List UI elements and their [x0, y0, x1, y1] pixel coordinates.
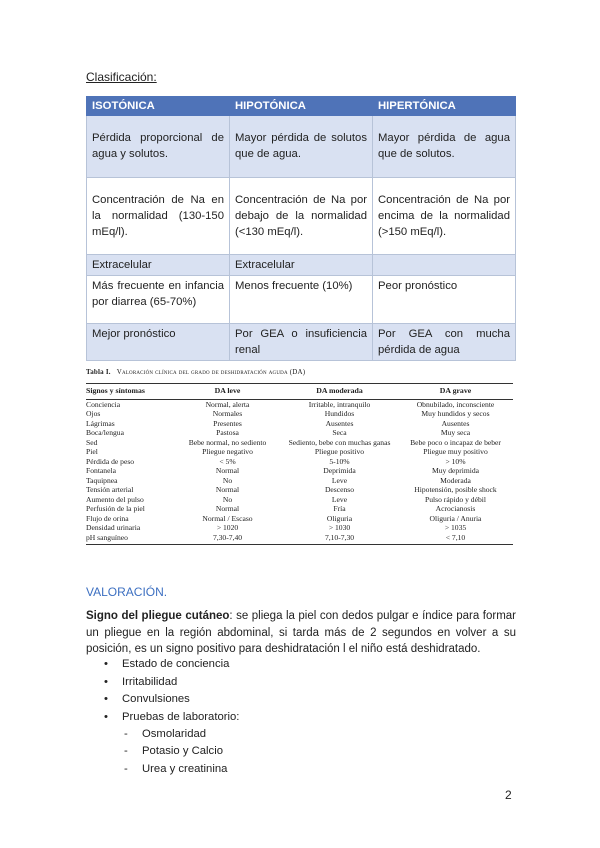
- dh-header-signos: Signos y síntomas: [86, 386, 145, 395]
- clas-cell: Menos frecuente (10%): [230, 276, 373, 324]
- table-cell: Perfusión de la piel: [86, 504, 145, 513]
- sub-list-item-text: Osmolaridad: [142, 728, 207, 740]
- clas-cell: Extracelular: [87, 255, 230, 276]
- table-row: [86, 447, 513, 457]
- table-row: [86, 495, 513, 505]
- page-number: 2: [505, 788, 512, 802]
- table-row: [86, 438, 513, 448]
- sub-list-item-text: Urea y creatinina: [142, 762, 228, 775]
- table-cell: Muy seca: [440, 428, 471, 437]
- paragraph-bold-lead: Signo del pliegue cutáneo: [86, 610, 230, 622]
- bullet-icon: •: [104, 693, 108, 706]
- table-cell: Deprimida: [323, 466, 356, 475]
- clas-row: [87, 178, 516, 255]
- table-cell: Oliguria: [326, 513, 353, 523]
- clas-cell: Por GEA con mucha pérdida de agua: [373, 324, 516, 361]
- table-row: [86, 523, 513, 533]
- list-item: [86, 693, 239, 711]
- list-item: [86, 711, 239, 729]
- table-cell: Hundidos: [324, 409, 355, 418]
- table-cell: Normal: [215, 504, 240, 513]
- table-cell: Flujo de orina: [86, 513, 129, 523]
- table-cell: Muy hundidos y secos: [421, 409, 490, 418]
- table-cell: Pliegue muy positivo: [423, 447, 488, 456]
- sub-list-item-text: Potasio y Calcio: [142, 745, 223, 758]
- clas-row: [87, 255, 516, 276]
- dh-header-row: [86, 384, 513, 400]
- dh-header-grave: DA grave: [439, 386, 472, 395]
- clas-cell: Mejor pronóstico: [87, 324, 230, 361]
- table-cell: Oliguria / Anuria: [429, 513, 482, 523]
- table-cell: Sed: [86, 437, 98, 447]
- table-cell: Ojos: [86, 409, 101, 418]
- table-cell: Descenso: [324, 485, 355, 494]
- clas-cell: Concentración de Na por debajo de la normalidad (<130 mEq/l).: [230, 178, 373, 255]
- bullet-list: [86, 658, 239, 729]
- table-cell: Normal, alerta: [205, 399, 250, 409]
- table-cell: Presentes: [213, 418, 242, 428]
- bullet-icon: •: [104, 658, 108, 670]
- table-row: [86, 409, 513, 419]
- table-row: [86, 514, 513, 524]
- table-cell: Irritable, intranquilo: [308, 399, 371, 409]
- table-row: [86, 428, 513, 438]
- table-row: [86, 485, 513, 495]
- clas-header-hipertonica: HIPERTÓNICA: [373, 97, 516, 116]
- clas-cell: Pérdida proporcional de agua y solutos.: [87, 116, 230, 178]
- table-cell: Fontanela: [86, 466, 116, 475]
- table-cell: No: [222, 494, 233, 504]
- paragraph-body: : se pliega la piel con dedos pulgar e índice para formar un pliegue en la región abdominal, si tarda más de 2 segundos en volver a su posición, es un signo positivo para deshidratación l el niño está deshidratado.: [86, 610, 516, 655]
- sub-list: [86, 728, 227, 780]
- clas-row: [87, 324, 516, 361]
- clas-cell: Concentración de Na por encima de la normalidad (>150 mEq/l).: [373, 178, 516, 255]
- table-cell: > 1030: [328, 523, 351, 532]
- dash-icon: -: [124, 728, 128, 740]
- clas-row: [87, 116, 516, 178]
- table-cell: Taquipnea: [86, 475, 118, 485]
- table-row: [86, 419, 513, 429]
- table-cell: Normal / Escaso: [202, 513, 253, 523]
- list-item-text: Irritabilidad: [122, 675, 178, 688]
- table-cell: Leve: [331, 475, 348, 485]
- list-item-text: Estado de conciencia: [122, 658, 230, 670]
- clas-header-isotonica: ISOTÓNICA: [87, 97, 230, 116]
- clasificacion-table: [86, 96, 516, 361]
- table-cell: Densidad urinaria: [86, 523, 141, 532]
- clas-cell: Peor pronóstico: [373, 276, 516, 324]
- table-cell: Pliegue positivo: [314, 447, 365, 456]
- sub-list-item: [86, 728, 227, 745]
- sub-list-item: [86, 745, 227, 762]
- dh-header-moderada: DA moderada: [316, 386, 363, 395]
- table-cell: < 5%: [219, 456, 236, 466]
- clas-cell: Por GEA o insuficiencia renal: [230, 324, 373, 361]
- clas-cell: Mayor pérdida de solutos que de agua.: [230, 116, 373, 178]
- bullet-icon: •: [104, 711, 108, 724]
- dash-icon: -: [124, 745, 128, 758]
- table-cell: Tensión arterial: [86, 485, 134, 494]
- table-cell: Ausentes: [325, 418, 354, 428]
- table-cell: Pliegue negativo: [202, 447, 253, 456]
- bullet-icon: •: [104, 675, 108, 688]
- sub-list-item: [86, 763, 227, 780]
- table-cell: Leve: [331, 494, 348, 504]
- section-title-valoracion: VALORACIÓN.: [86, 585, 168, 599]
- table-cell: Pulso rápido y débil: [425, 494, 486, 504]
- caption-label: Tabla I.: [86, 368, 111, 376]
- table-cell: > 1035: [444, 523, 467, 532]
- table-cell: Acrocianosis: [435, 504, 476, 513]
- table-cell: Seca: [332, 428, 347, 437]
- table-cell: Moderada: [440, 475, 471, 485]
- table-cell: Conciencia: [86, 399, 121, 409]
- list-item-text: Convulsiones: [122, 693, 190, 706]
- table-cell: Fría: [333, 504, 346, 513]
- clas-cell: Concentración de Na en la normalidad (130-150 mEq/l).: [87, 178, 230, 255]
- table-cell: Hipotensión, posible shock: [414, 485, 497, 494]
- clas-cell: Más frecuente en infancia por diarrea (65-70%): [87, 276, 230, 324]
- table-cell: 5-10%: [329, 456, 350, 466]
- table-cell: Normales: [212, 409, 243, 418]
- table-cell: Boca/lengua: [86, 428, 124, 437]
- caption-text: Valoración clínica del grado de deshidratación aguda (DA): [116, 368, 306, 376]
- list-item-text: Pruebas de laboratorio:: [122, 711, 240, 724]
- table-row: [86, 504, 513, 514]
- section-title-clasificacion: Clasificación:: [86, 70, 157, 84]
- table-cell: Aumento del pulso: [86, 494, 144, 504]
- clas-cell: [373, 255, 516, 276]
- table-cell: > 10%: [445, 456, 466, 466]
- table-cell: Piel: [86, 447, 98, 456]
- dehydration-table: [86, 383, 513, 545]
- list-item: [86, 658, 239, 676]
- table-cell: pH sanguíneo: [86, 533, 174, 545]
- dehydration-table-caption: [86, 368, 305, 376]
- table-cell: Obnubilado, inconsciente: [416, 399, 495, 409]
- table-cell: Pastosa: [216, 428, 239, 437]
- list-item: [86, 676, 239, 694]
- table-cell: Pérdida de peso: [86, 456, 135, 466]
- dh-header-leve: DA leve: [214, 386, 241, 395]
- table-cell: Bebe poco o incapaz de beber: [410, 437, 501, 447]
- table-row: [86, 466, 513, 476]
- table-cell: < 7,10: [398, 533, 513, 545]
- clas-cell: Extracelular: [230, 255, 373, 276]
- table-row: [86, 457, 513, 467]
- table-cell: Lágrimas: [86, 418, 115, 428]
- clas-header-row: [87, 97, 516, 116]
- table-cell: > 1020: [216, 523, 239, 532]
- table-row: [86, 533, 513, 545]
- clas-cell: Mayor pérdida de agua que de solutos.: [373, 116, 516, 178]
- table-cell: 7,10-7,30: [281, 533, 398, 545]
- table-cell: Sediento, bebe con muchas ganas: [288, 437, 391, 447]
- dash-icon: -: [124, 762, 128, 775]
- clas-header-hipotonica: HIPOTÓNICA: [230, 97, 373, 116]
- table-row: [86, 476, 513, 486]
- table-cell: Bebe normal, no sediento: [188, 437, 267, 447]
- clas-row: [87, 276, 516, 324]
- valoracion-paragraph: [86, 608, 516, 658]
- table-cell: Ausentes: [441, 418, 470, 428]
- table-cell: No: [222, 475, 233, 485]
- table-cell: Muy deprimida: [431, 466, 480, 475]
- table-cell: 7,30-7,40: [174, 533, 281, 545]
- table-row: [86, 399, 513, 409]
- table-cell: Normal: [215, 485, 240, 494]
- table-cell: Normal: [215, 466, 240, 475]
